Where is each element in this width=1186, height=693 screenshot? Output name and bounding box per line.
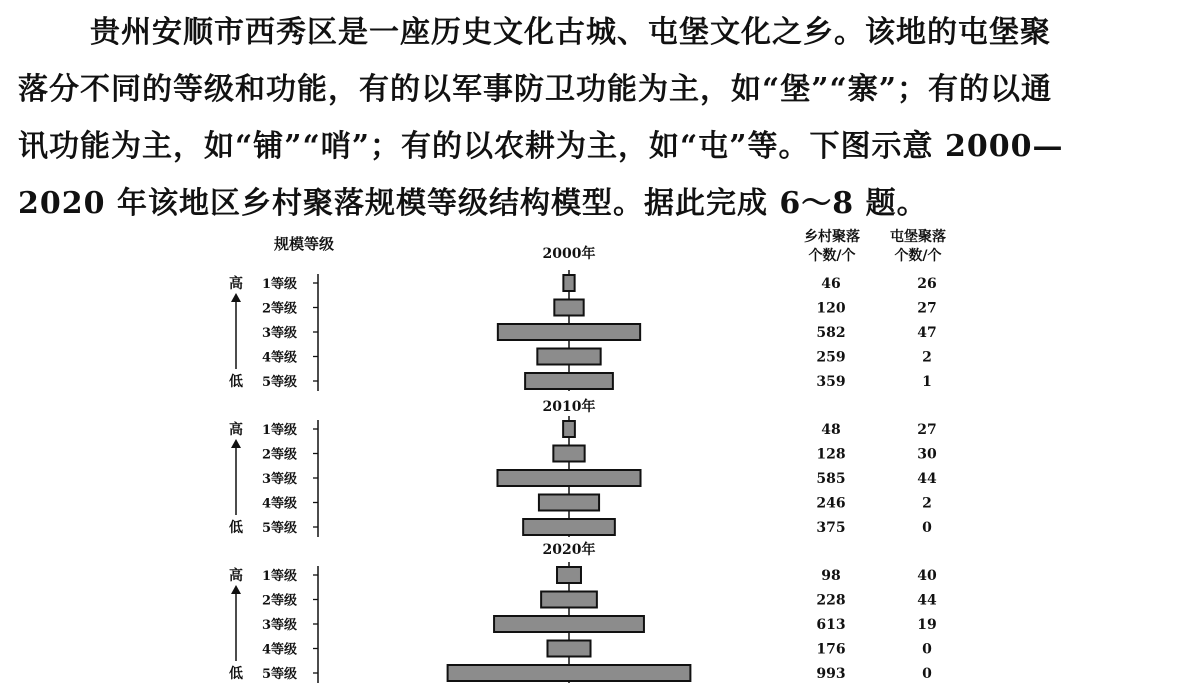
village-bar	[448, 665, 691, 681]
tunbao-count-label: 2	[922, 495, 932, 512]
panel-year-title: 2020年	[542, 542, 596, 558]
village-bar	[553, 446, 584, 462]
village-count-label: 613	[816, 617, 846, 633]
village-bar	[563, 421, 575, 437]
village-count-label: 228	[816, 592, 846, 609]
village-bar	[537, 349, 600, 365]
tunbao-count-label: 26	[917, 276, 937, 292]
level-label: 4等级	[262, 496, 298, 512]
arrow-head-icon	[231, 439, 241, 448]
level-label: 1等级	[262, 423, 298, 438]
village-bar	[523, 519, 615, 535]
tunbao-count-label: 2	[922, 349, 932, 366]
paragraph-line-3: 讯功能为主，如“铺”“哨”；有的以农耕为主，如“屯”等。下图示意 2000—	[18, 129, 1064, 164]
level-label: 3等级	[262, 472, 298, 487]
village-count-label: 48	[821, 422, 841, 438]
village-header-line2: 个数/个	[808, 248, 856, 264]
low-label: 低	[229, 520, 243, 536]
village-count-label: 128	[816, 446, 846, 463]
arrow-head-icon	[231, 585, 241, 594]
village-header-line1: 乡村聚落	[804, 229, 860, 245]
village-count-label: 582	[816, 325, 846, 341]
paragraph-line-4: 2020 年该地区乡村聚落规模等级结构模型。据此完成 6～8 题。	[18, 186, 928, 221]
village-bar	[525, 373, 613, 389]
village-count-label: 176	[816, 641, 846, 658]
level-label: 4等级	[262, 642, 298, 658]
village-bar	[494, 616, 644, 632]
low-label: 低	[229, 666, 243, 682]
tunbao-count-label: 44	[917, 592, 937, 609]
tunbao-count-label: 19	[917, 617, 937, 633]
tunbao-count-label: 0	[922, 666, 932, 682]
village-count-label: 585	[816, 471, 846, 487]
level-label: 3等级	[262, 618, 298, 633]
tunbao-count-label: 0	[922, 520, 932, 536]
panel-year-title: 2000年	[542, 246, 596, 262]
tunbao-count-label: 27	[917, 300, 937, 317]
panel-year-title: 2010年	[542, 399, 596, 415]
level-label: 1等级	[262, 569, 298, 584]
village-count-label: 46	[821, 276, 841, 292]
high-label: 高	[229, 568, 243, 584]
village-bar	[563, 275, 574, 291]
y-axis-title: 规模等级	[274, 235, 335, 253]
village-bar	[557, 567, 581, 583]
village-bar	[539, 495, 599, 511]
arrow-head-icon	[231, 293, 241, 302]
village-count-label: 120	[816, 300, 846, 317]
village-bar	[541, 592, 597, 608]
tunbao-count-label: 1	[922, 374, 932, 390]
paragraph-line-2: 落分不同的等级和功能，有的以军事防卫功能为主，如“堡”“寨”；有的以通	[18, 72, 1053, 107]
tunbao-header-line1: 屯堡聚落	[890, 229, 946, 245]
village-count-label: 359	[816, 374, 846, 390]
tunbao-count-label: 30	[917, 446, 937, 463]
village-bar	[547, 641, 590, 657]
village-count-label: 375	[816, 520, 846, 536]
tunbao-count-label: 40	[917, 568, 937, 584]
level-label: 2等级	[262, 447, 298, 463]
level-label: 5等级	[262, 375, 298, 390]
level-label: 3等级	[262, 326, 298, 341]
high-label: 高	[229, 276, 243, 292]
tunbao-count-label: 47	[917, 325, 937, 341]
village-count-label: 993	[816, 666, 846, 682]
level-label: 5等级	[262, 521, 298, 536]
high-label: 高	[229, 422, 243, 438]
level-label: 4等级	[262, 350, 298, 366]
tunbao-header-line2: 个数/个	[894, 248, 942, 264]
village-count-label: 98	[821, 568, 841, 584]
tunbao-count-label: 0	[922, 641, 932, 658]
tunbao-count-label: 44	[917, 471, 937, 487]
village-count-label: 246	[816, 495, 846, 512]
village-bar	[554, 300, 583, 316]
low-label: 低	[229, 374, 243, 390]
level-label: 2等级	[262, 593, 298, 609]
tunbao-count-label: 27	[917, 422, 937, 438]
level-label: 5等级	[262, 667, 298, 682]
village-bar	[498, 324, 640, 340]
village-count-label: 259	[816, 349, 846, 366]
level-label: 1等级	[262, 277, 298, 292]
paragraph-line-1: 贵州安顺市西秀区是一座历史文化古城、屯堡文化之乡。该地的屯堡聚	[90, 15, 1051, 50]
village-bar	[497, 470, 640, 486]
level-label: 2等级	[262, 301, 298, 317]
